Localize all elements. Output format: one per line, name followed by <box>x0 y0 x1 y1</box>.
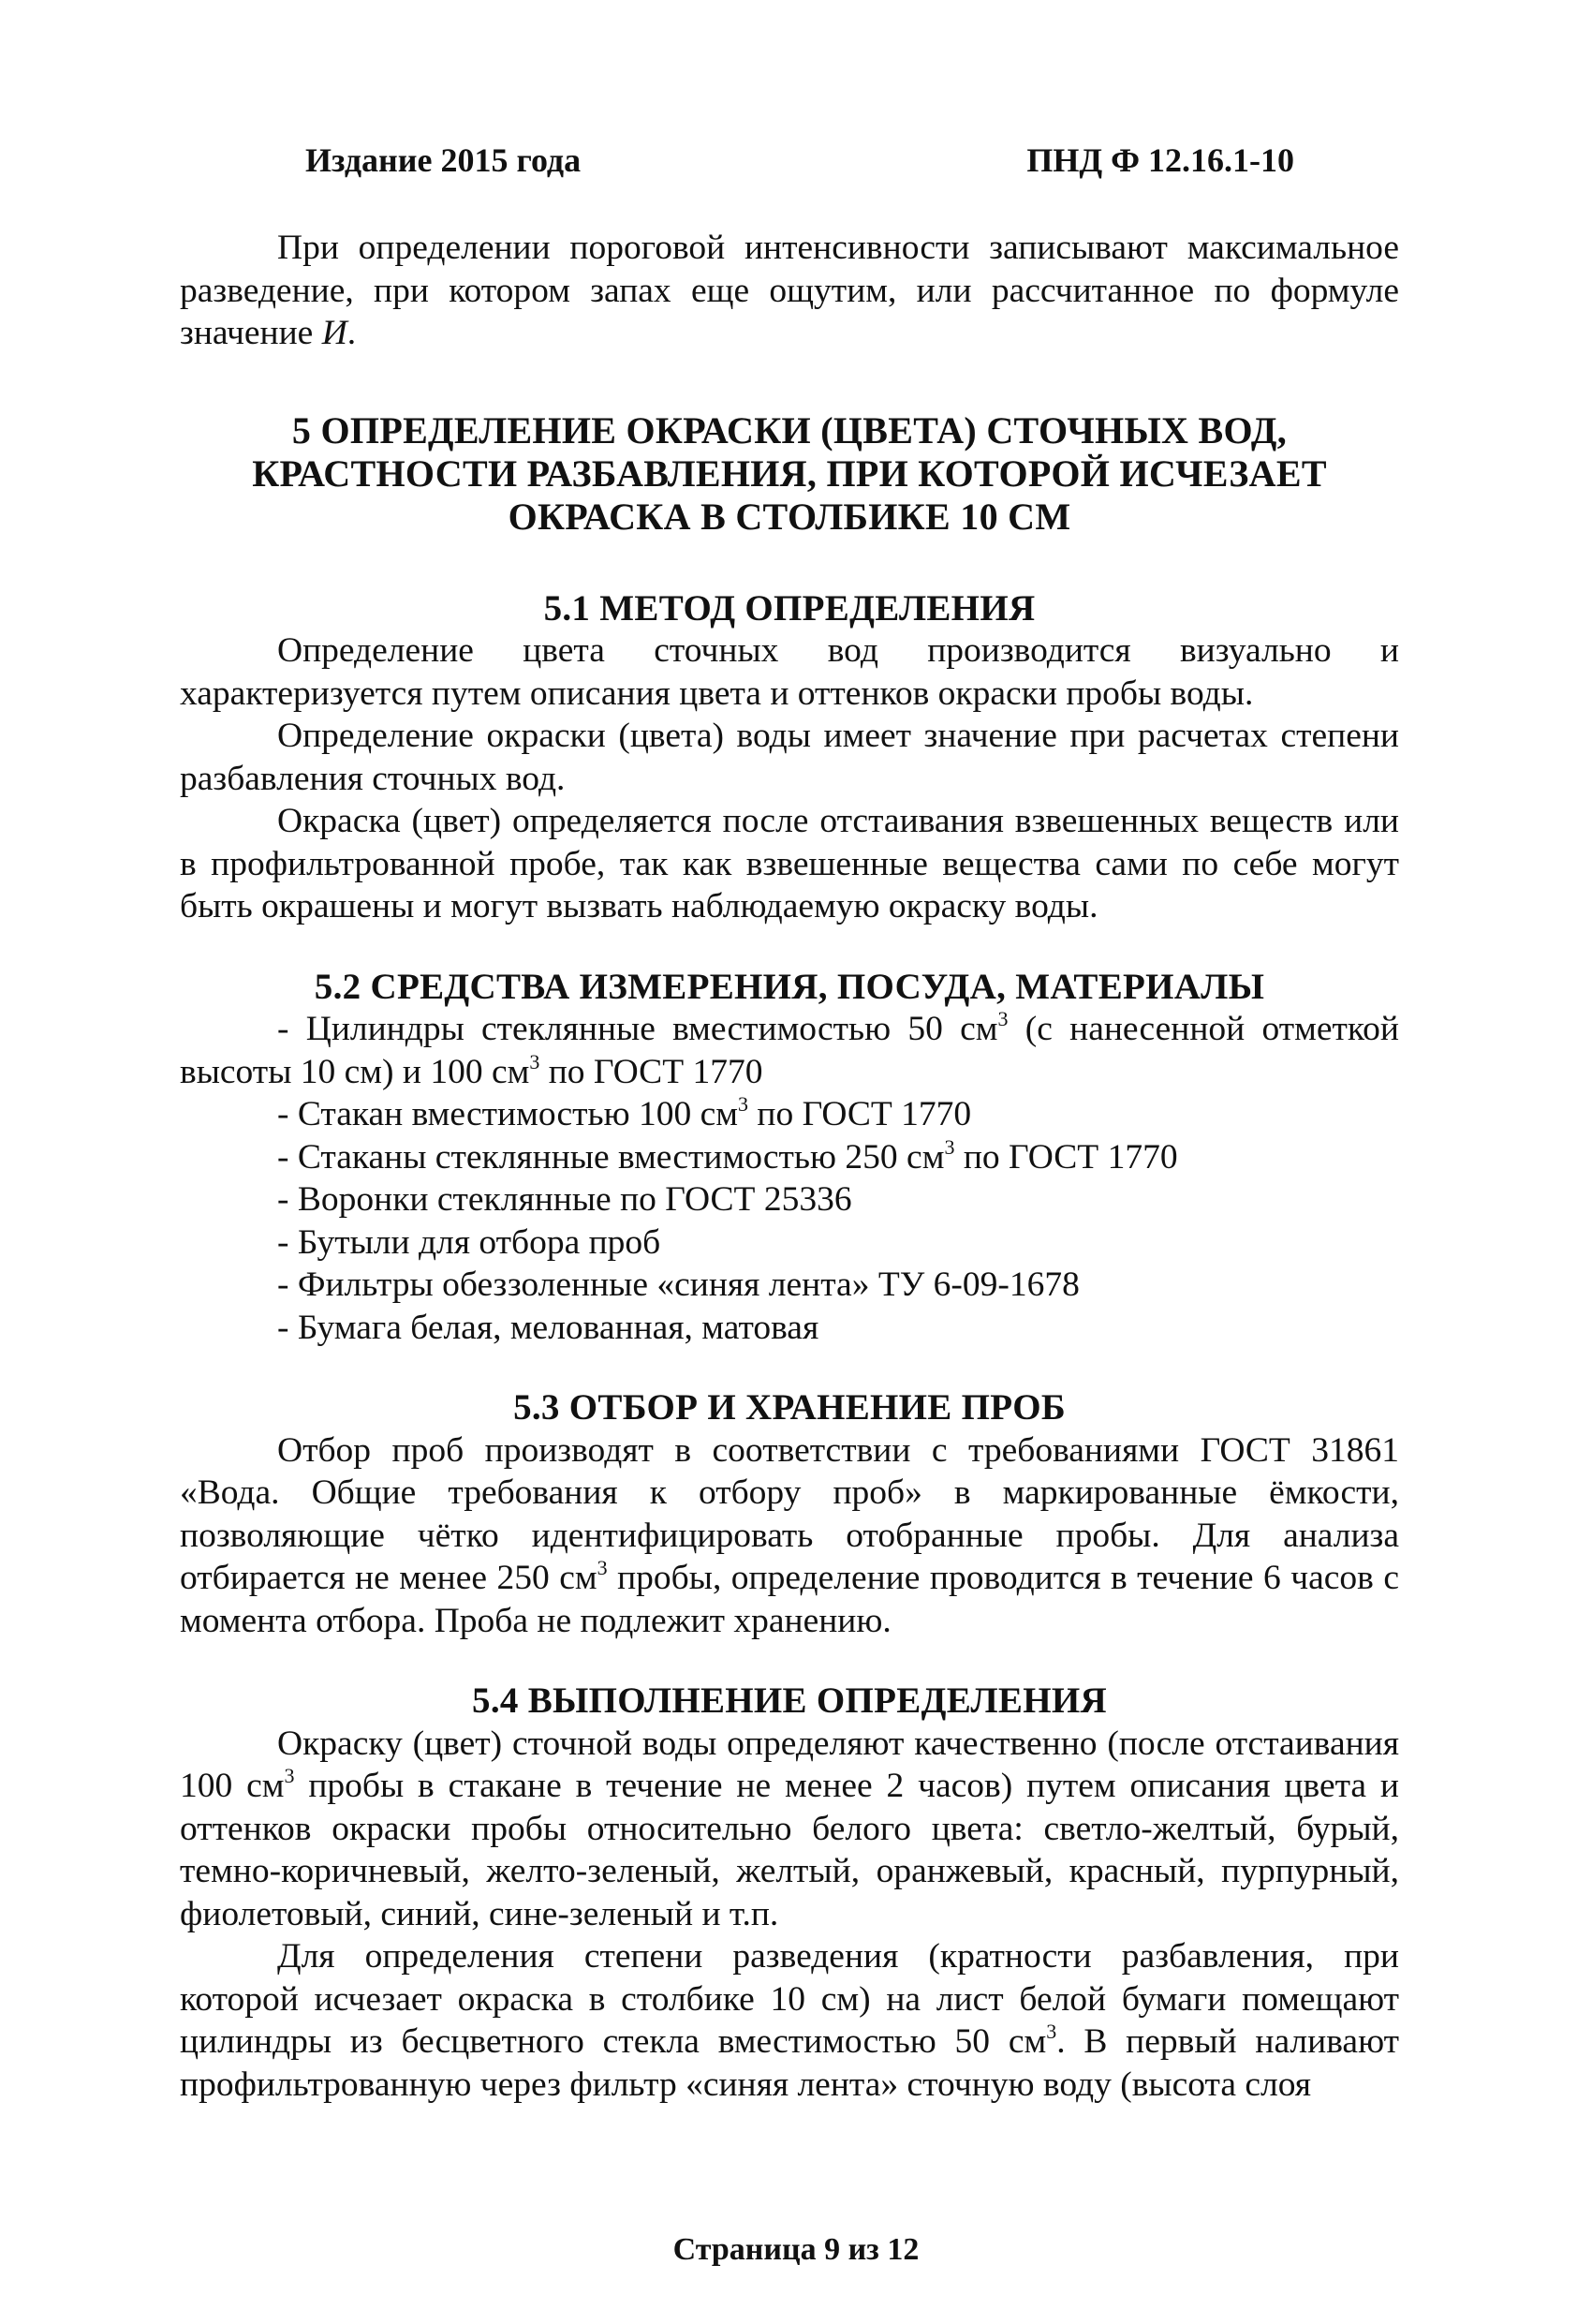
chapter-title: 5 ОПРЕДЕЛЕНИЕ ОКРАСКИ (ЦВЕТА) СТОЧНЫХ ВОД, КРАСТНОСТИ РАЗБАВЛЕНИЯ, ПРИ КОТОРОЙ ИСЧЕЗАЕТ ОКРАСКА В СТОЛБИКЕ 10 СМ <box>252 408 1327 538</box>
list-item: - Цилиндры стеклянные вместимостью 50 $см^3$ (с нанесенной отметкой высоты 10 см) и 100 $см^3$ по ГОСТ 1770 <box>180 1007 1399 1091</box>
section-5-1-title: 5.1 МЕТОД ОПРЕДЕЛЕНИЯ <box>543 587 1036 629</box>
section-5-4-paragraph: Для определения степени разведения (кратности разбавления, при которой исчезает окраска в столбике 10 см) на лист белой бумаги помещают цилиндры из бесцветного стекла вместимостью 50 $см^3$. В первый наливают профильтрованную через фильтр «синяя лента» сточную воду (высота слоя <box>180 1937 1399 2104</box>
list-item: - Стакан вместимостью 100 $см^3$ по ГОСТ 1770 <box>277 1092 972 1133</box>
list-item: - Бутыли для отбора проб <box>277 1222 661 1262</box>
edition-label: Издание 2015 года <box>305 141 582 179</box>
section-5-1-paragraph: Определение окраски (цвета) воды имеет значение при расчетах степени разбавления сточных вод. <box>180 717 1399 798</box>
formula-symbol: И <box>321 314 347 352</box>
section-5-2-title: 5.2 СРЕДСТВА ИЗМЕРЕНИЯ, ПОСУДА, МАТЕРИАЛЫ <box>314 966 1265 1007</box>
page-content <box>180 227 1399 2106</box>
document-code: ПНД Ф 12.16.1-10 <box>1026 141 1294 179</box>
section-5-3-paragraph: Отбор проб производят в соответствии с требованиями ГОСТ 31861 «Вода. Общие требования к отбору проб» в маркированные ёмкости, позволяющие чётко идентифицировать отобранные пробы. Для анализа отбирается не менее 250 $см^3$ пробы, определение проводится в течение 6 часов с момента отбора. Проба не подлежит хранению. <box>180 1430 1399 1640</box>
list-item: - Воронки стеклянные по ГОСТ 25336 <box>277 1180 852 1219</box>
materials-list <box>180 1008 1399 1349</box>
section-5-1-paragraph: Окраска (цвет) определяется после отстаивания взвешенных веществ или в профильтрованной пробе, так как взвешенные вещества сами по себе могут быть окрашены и могут вызвать наблюдаемую окраску воды. <box>180 802 1399 925</box>
list-item: - Фильтры обеззоленные «синяя лента» ТУ 6-09-1678 <box>277 1266 1080 1304</box>
section-5-4-title: 5.4 ВЫПОЛНЕНИЕ ОПРЕДЕЛЕНИЯ <box>472 1680 1107 1721</box>
section-5-4-paragraph: Окраску (цвет) сточной воды определяют качественно (после отстаивания 100 $см^3$ пробы в стакане в течение не менее 2 часов) путем описания цвета и оттенков окраски пробы относительно белого цвета: светло-желтый, бурый, темно-коричневый, желто-зеленый, желтый, оранжевый, красный, пурпурный, фиолетовый, синий, сине-зеленый и т.п. <box>180 1724 1399 1933</box>
intro-paragraph: При определении пороговой интенсивности записывают максимальное разведение, при котором запах еще ощутим, или рассчитанное по формуле значение И. <box>180 229 1399 352</box>
list-item: - Бумага белая, мелованная, матовая <box>277 1308 819 1347</box>
page-number: Страница 9 из 12 <box>672 2232 920 2267</box>
list-item: - Стаканы стеклянные вместимостью 250 $см^3$ по ГОСТ 1770 <box>277 1134 1178 1177</box>
section-5-1-paragraph: Определение цвета сточных вод производится визуально и характеризуется путем описания цвета и оттенков окраски пробы воды. <box>180 631 1399 713</box>
section-5-3-title: 5.3 ОТБОР И ХРАНЕНИЕ ПРОБ <box>513 1387 1066 1428</box>
page-header <box>305 141 1294 180</box>
